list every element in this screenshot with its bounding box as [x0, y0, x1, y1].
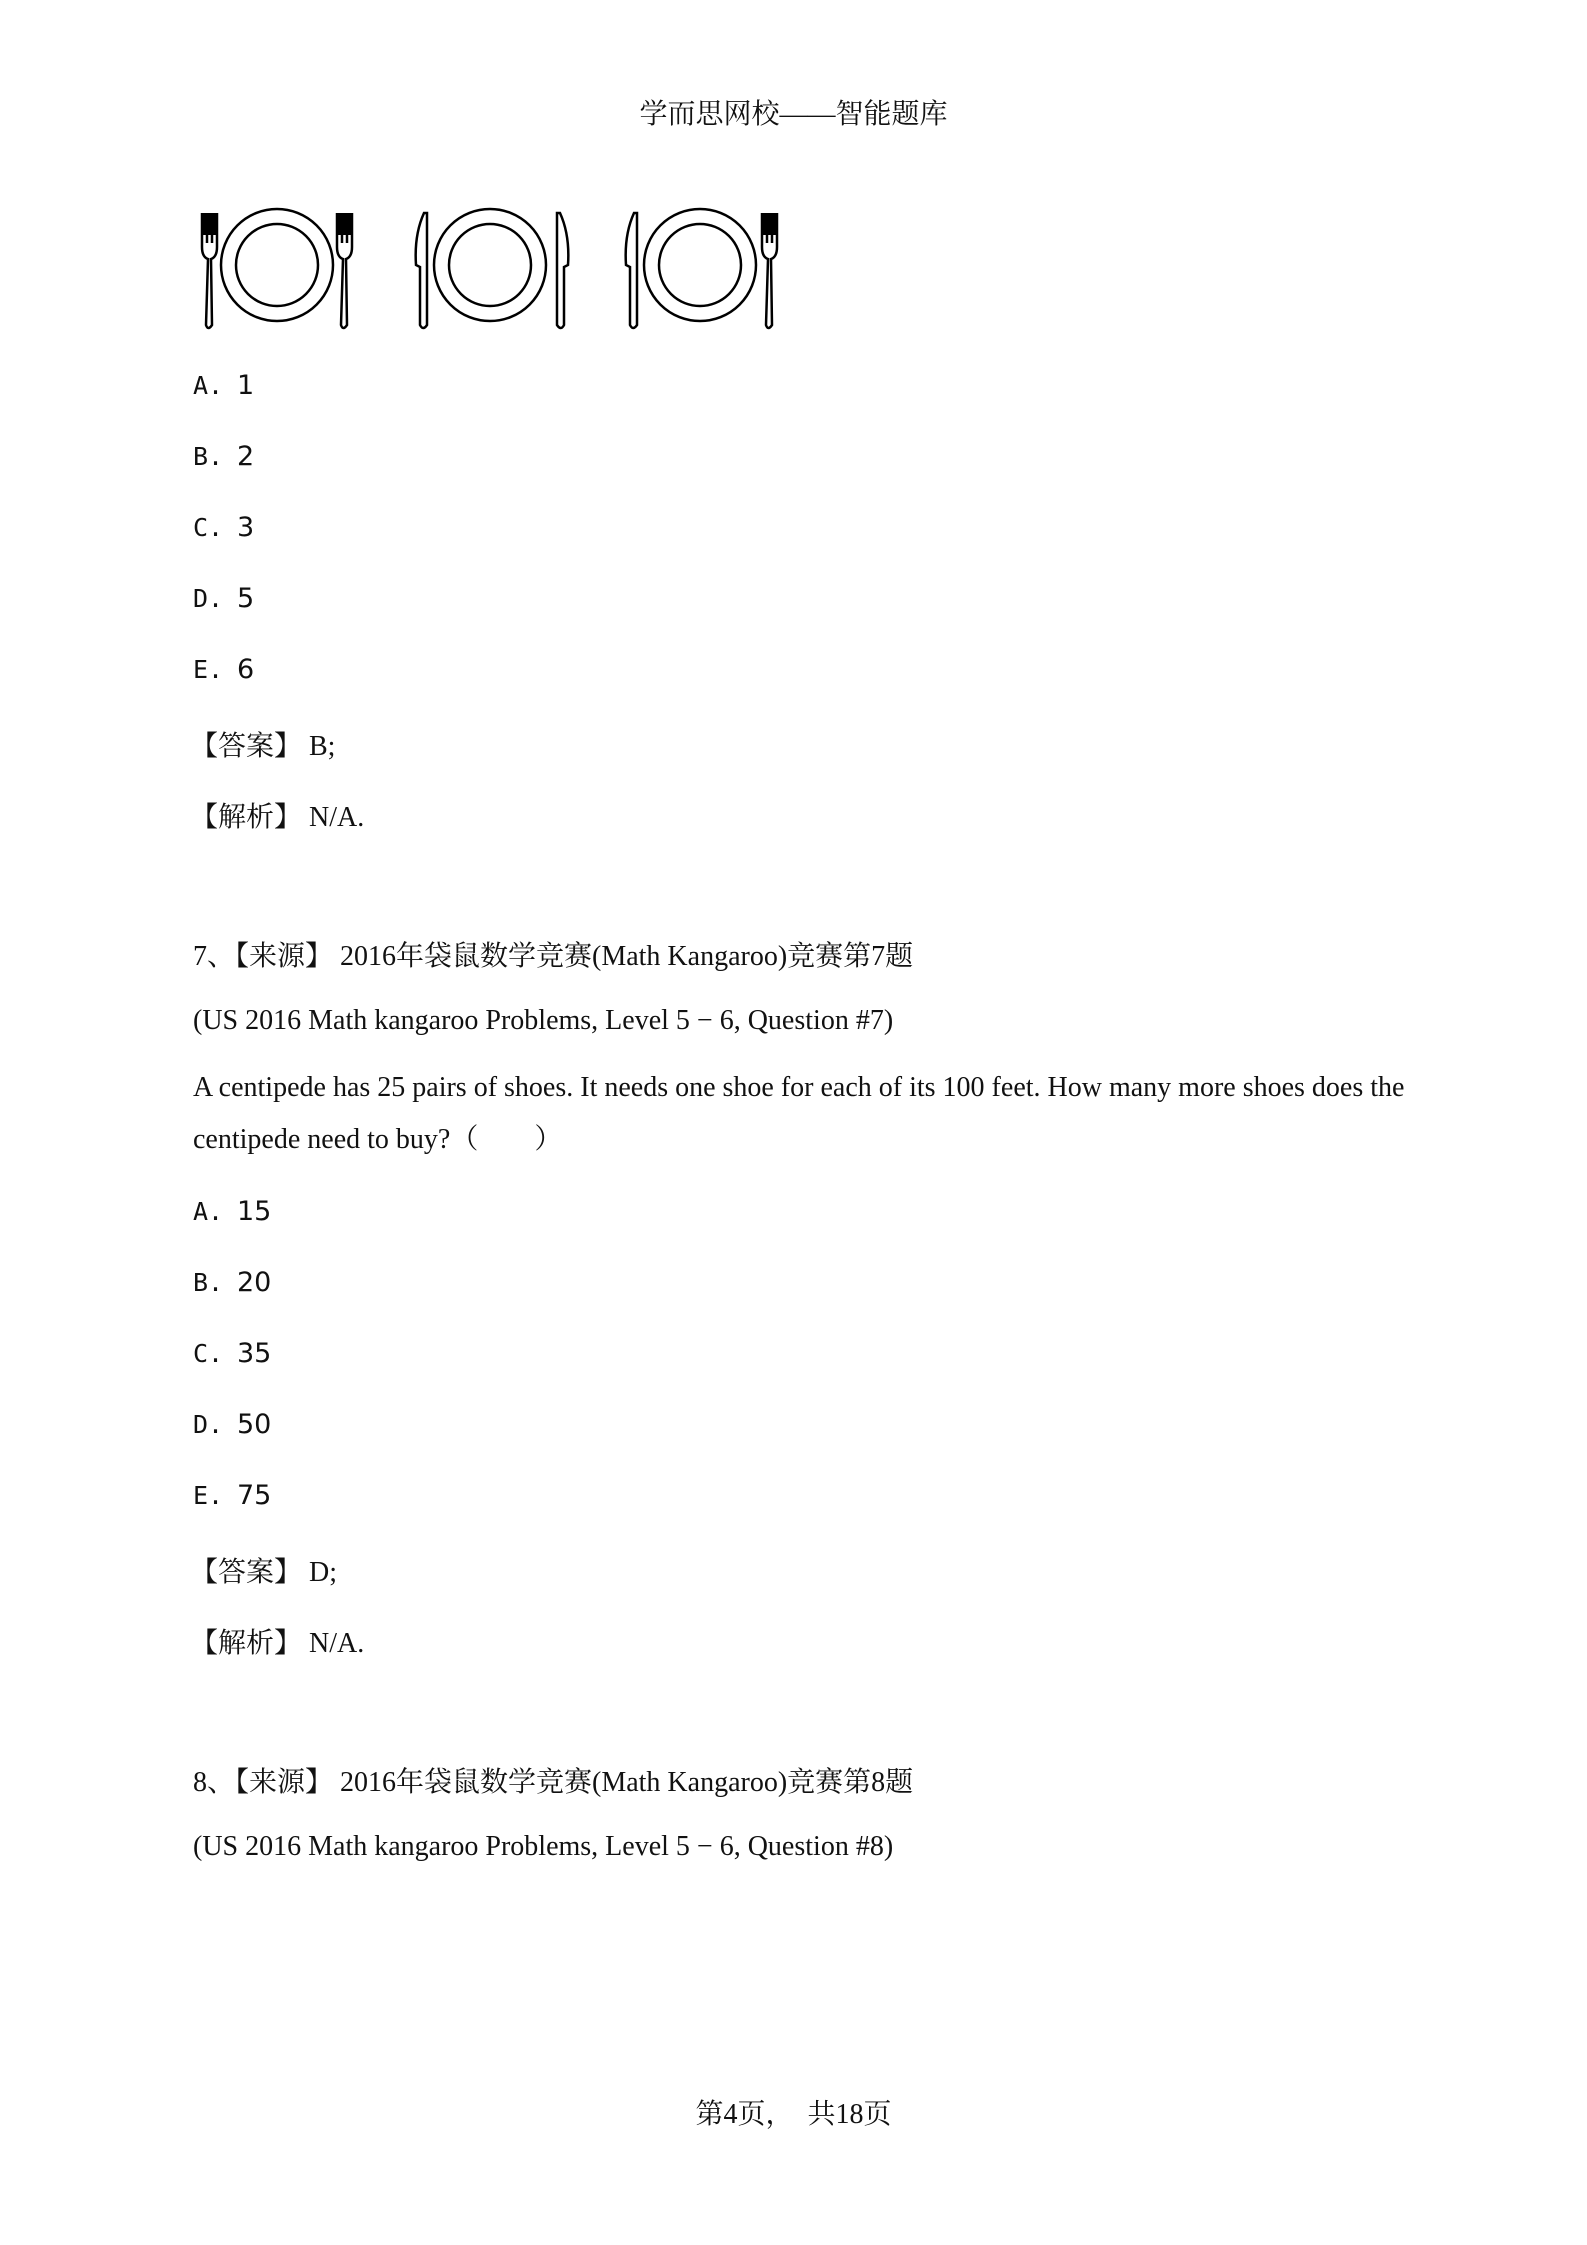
q6-option-d [193, 583, 254, 615]
q7-question: A centipede has 25 pairs of shoes. It needs one shoe for each of its 100 feet. How many more shoes does the centipede need to buy?（ ） [193, 1072, 1405, 1155]
q7-subtitle: (US 2016 Math kangaroo Problems, Level 5 − 6, Question #7) [193, 1005, 894, 1036]
setting-knife-plate-knife-icon [412, 205, 572, 335]
option-letter: A. [193, 371, 224, 400]
page-header: 学而思网校——智能题库 [639, 99, 948, 130]
q6-option-b [193, 441, 254, 473]
option-value: 15 [237, 1196, 272, 1227]
option-letter: A. [193, 1197, 224, 1226]
option-value: 1 [237, 370, 255, 401]
setting-fork-plate-fork-icon [192, 205, 362, 335]
q7-option-a [193, 1196, 271, 1228]
q7-option-e [193, 1480, 271, 1512]
option-value: 5 [237, 583, 255, 614]
option-letter: D. [193, 1410, 224, 1439]
q6-option-e [193, 654, 254, 686]
q7-analysis: 【解析】 N/A. [190, 1628, 365, 1659]
option-letter: E. [193, 655, 224, 684]
option-letter: B. [193, 442, 224, 471]
setting-knife-plate-fork-icon [622, 205, 792, 335]
q6-option-a [193, 370, 254, 402]
option-value: 20 [237, 1267, 272, 1298]
q8-subtitle: (US 2016 Math kangaroo Problems, Level 5 − 6, Question #8) [193, 1831, 894, 1862]
option-value: 6 [237, 654, 255, 685]
q7-option-c [193, 1338, 271, 1370]
option-value: 75 [237, 1480, 272, 1511]
q7-option-d [193, 1409, 271, 1441]
option-value: 3 [237, 512, 255, 543]
q6-option-c [193, 512, 254, 544]
option-letter: D. [193, 584, 224, 613]
q8-source: 8、【来源】 2016年袋鼠数学竞赛(Math Kangaroo)竞赛第8题 [193, 1767, 914, 1798]
q7-source: 7、【来源】 2016年袋鼠数学竞赛(Math Kangaroo)竞赛第7题 [193, 941, 914, 972]
option-value: 2 [237, 441, 255, 472]
q6-analysis: 【解析】 N/A. [190, 802, 365, 833]
q7-answer: 【答案】 D; [190, 1557, 338, 1588]
page-footer: 第4页， 共18页 [695, 2099, 892, 2130]
option-letter: C. [193, 1339, 224, 1368]
option-letter: B. [193, 1268, 224, 1297]
q7-option-b [193, 1267, 271, 1299]
option-letter: E. [193, 1481, 224, 1510]
q6-answer: 【答案】 B; [190, 731, 336, 762]
option-letter: C. [193, 513, 224, 542]
option-value: 35 [237, 1338, 272, 1369]
option-value: 50 [237, 1409, 272, 1440]
